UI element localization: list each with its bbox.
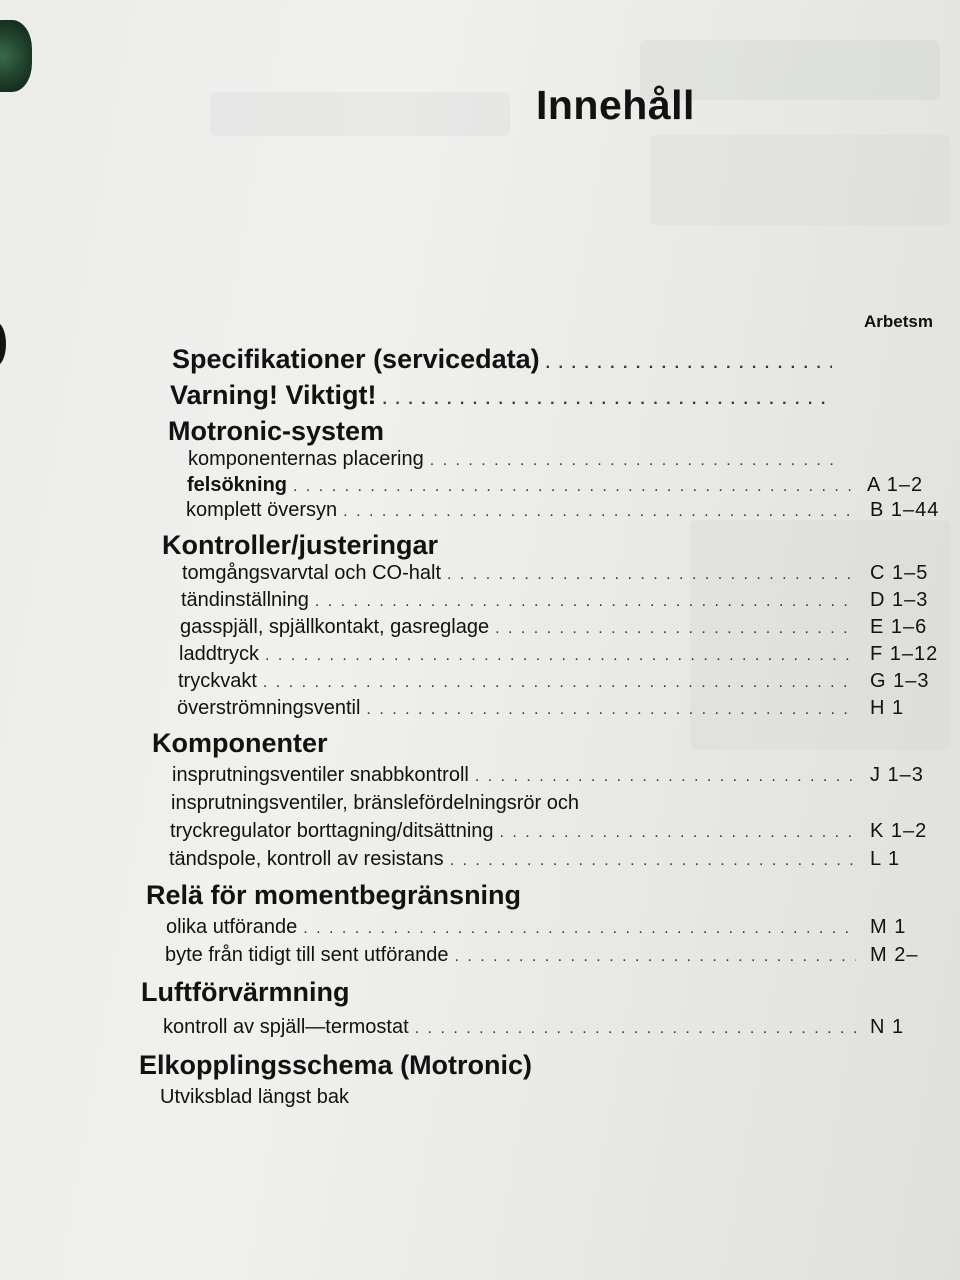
toc-item-label: byte från tidigt till sent utförande — [165, 944, 449, 966]
toc-page-ref: E 1–6 — [870, 616, 928, 638]
toc-item-label: kontroll av spjäll—termostat — [163, 1016, 409, 1038]
toc-row — [177, 697, 960, 720]
dot-leader — [343, 503, 856, 521]
toc-page-ref: L 1 — [870, 848, 901, 870]
toc-section-heading: Relä för momentbegränsning — [146, 880, 522, 910]
toc-item-label: överströmningsventil — [177, 697, 361, 719]
toc-page-ref: H 1 — [870, 697, 905, 719]
toc-row — [179, 643, 960, 666]
toc-section-heading: Komponenter — [152, 728, 328, 758]
toc-item-label: laddtryck — [179, 643, 260, 665]
toc-row — [169, 848, 960, 871]
toc-row — [188, 448, 836, 471]
toc-item-label: Utviksblad längst bak — [160, 1086, 349, 1108]
dot-leader — [450, 852, 856, 870]
dot-leader — [495, 620, 856, 638]
toc-item-label: tändspole, kontroll av resistans — [169, 848, 444, 870]
dot-leader — [447, 566, 856, 584]
toc-item-label: insprutningsventiler, bränslefördelningsrör och — [171, 792, 580, 814]
toc-section-heading: Luftförvärmning — [141, 977, 350, 1007]
toc-item-label: gasspjäll, spjällkontakt, gasreglage — [180, 616, 490, 638]
toc-section-label: Varning! Viktigt! — [170, 380, 377, 410]
toc-row — [187, 474, 957, 497]
toc-row — [166, 916, 960, 939]
toc-row — [180, 616, 960, 639]
toc-section-label: Specifikationer (servicedata) — [172, 344, 540, 374]
toc-row — [170, 380, 832, 411]
toc-page-ref: B 1–44 — [870, 499, 940, 521]
toc-item-label: tomgångsvarvtal och CO-halt — [182, 562, 442, 584]
toc-item-label: tändinställning — [181, 589, 309, 611]
toc-row — [163, 1016, 960, 1039]
toc-item-label: insprutningsventiler snabbkontroll — [172, 764, 469, 786]
column-heading: Arbetsm — [864, 312, 933, 331]
toc-item-label: olika utförande — [166, 916, 298, 938]
toc-row — [186, 499, 960, 522]
dot-leader — [293, 478, 853, 496]
toc-section-heading: Elkopplingsschema (Motronic) — [139, 1050, 533, 1080]
toc-item-label: tryckregulator borttagning/ditsättning — [170, 820, 494, 842]
toc-page-ref: M 1 — [870, 916, 907, 938]
dot-leader — [415, 1020, 856, 1038]
toc-item-label: komplett översyn — [186, 499, 338, 521]
toc-section-heading: Motronic-system — [168, 416, 385, 446]
dot-leader — [303, 920, 856, 938]
toc-row — [182, 562, 960, 585]
dot-leader — [500, 824, 856, 842]
toc-page-ref: J 1–3 — [870, 764, 924, 786]
toc-row — [172, 344, 832, 375]
toc-page-ref: F 1–12 — [870, 643, 939, 665]
dot-leader — [475, 768, 856, 786]
toc-item-label: felsökning — [187, 474, 288, 496]
dot-leader — [263, 674, 856, 692]
toc-section-heading: Kontroller/justeringar — [162, 530, 439, 560]
dot-leader — [455, 948, 857, 966]
toc-page-ref: M 2– — [870, 944, 919, 966]
dot-leader — [315, 593, 856, 611]
toc-item-label: tryckvakt — [178, 670, 257, 692]
toc-row — [181, 589, 960, 612]
toc-page-ref: C 1–5 — [870, 562, 929, 584]
page-title: Innehåll — [536, 82, 695, 128]
dot-leader — [430, 452, 836, 470]
dot-leader — [366, 701, 856, 719]
toc-page-ref: N 1 — [870, 1016, 905, 1038]
dot-leader — [265, 647, 856, 665]
toc-page-ref: K 1–2 — [870, 820, 928, 842]
dot-leader — [383, 391, 832, 409]
toc-row — [172, 764, 960, 787]
toc-row — [178, 670, 960, 693]
toc-page-ref: D 1–3 — [870, 589, 929, 611]
toc-row — [165, 944, 960, 967]
toc-page-ref: A 1–2 — [867, 474, 924, 496]
toc-row — [170, 820, 960, 843]
toc-item-label: komponenternas placering — [188, 448, 424, 470]
toc-page-ref: G 1–3 — [870, 670, 930, 692]
dot-leader — [546, 355, 832, 373]
